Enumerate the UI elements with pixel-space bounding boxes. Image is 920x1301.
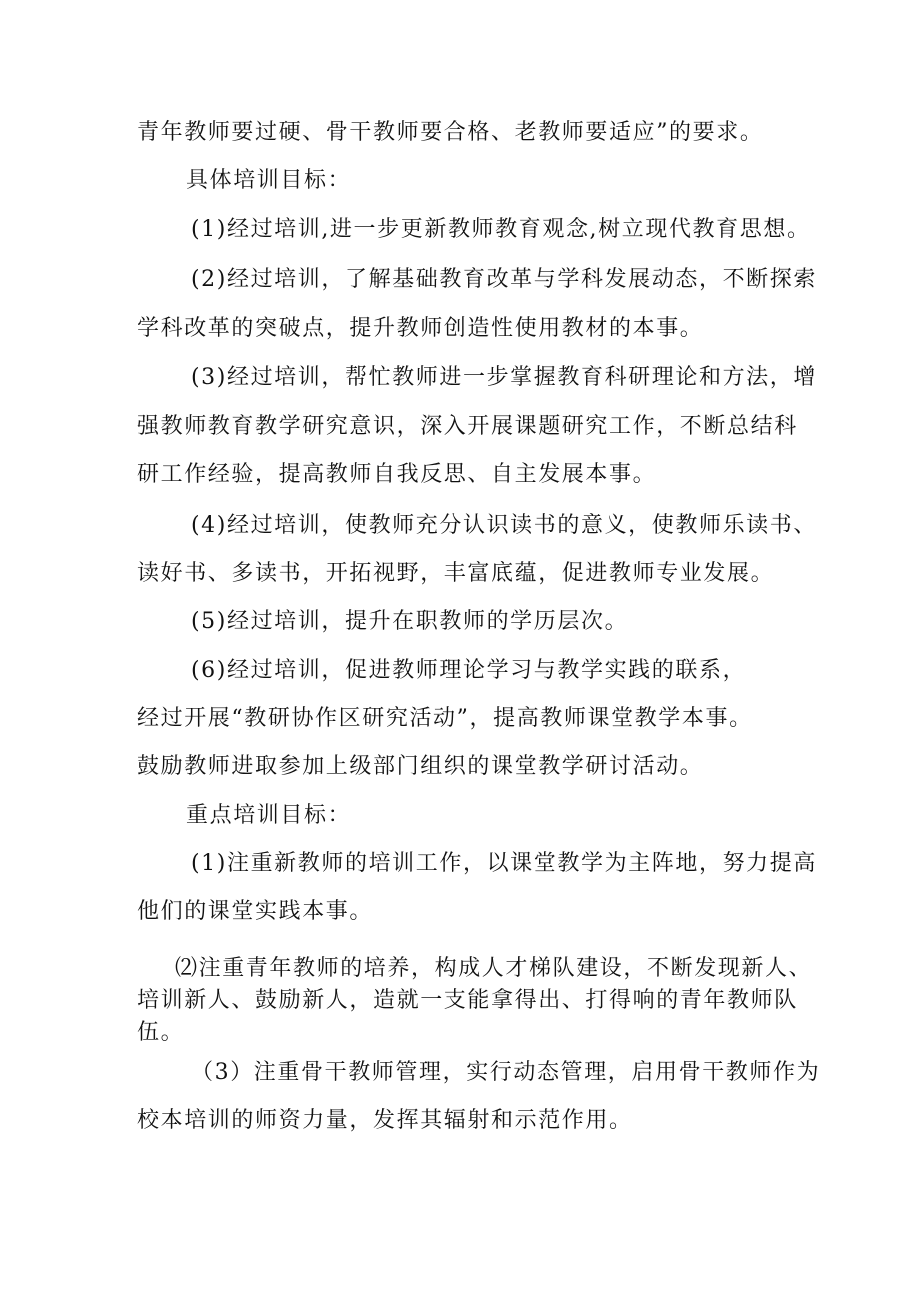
key-item-2-line-3: 伍。 [137, 1020, 185, 1045]
specific-item-2-line-1: (2)经过培训，了解基础教育改革与学科发展动态，不断探索 [191, 267, 817, 292]
specific-item-4-line-1: (4)经过培训，使教师充分认识读书的意义，使教师乐读书、 [191, 513, 817, 538]
key-item-1-line-2: 他们的课堂实践本事。 [137, 899, 374, 924]
specific-item-1-line-1: (1)经过培训,进一步更新教师教育观念,树立现代教育思想。 [191, 217, 811, 242]
specific-item-3-line-3: 研工作经验，提高教师自我反思、自主发展本事。 [137, 462, 657, 487]
specific-item-3-line-1: (3)经过培训，帮忙教师进一步掌握教育科研理论和方法，增 [191, 365, 817, 390]
key-item-1-line-1: (1)注重新教师的培训工作，以课堂教学为主阵地，努力提高 [191, 851, 817, 876]
specific-item-3-line-2: 强教师教育教学研究意识，深入开展课题研究工作，不断总结科 [137, 414, 798, 439]
specific-item-2-line-2: 学科改革的突破点，提升教师创造性使用教材的本事。 [137, 316, 704, 341]
paragraph-intro-tail: 青年教师要过硬、骨干教师要合格、老教师要适应”的要求。 [137, 120, 764, 145]
specific-item-6-line-1: (6)经过培训，促进教师理论学习与教学实践的联系， [191, 658, 747, 683]
specific-item-6-line-2: 经过开展“教研协作区研究活动”，提高教师课堂教学本事。 [137, 706, 753, 731]
key-item-3-line-1: （3）注重骨干教师管理，实行动态管理，启用骨干教师作为 [191, 1060, 821, 1085]
specific-goals-heading: 具体培训目标： [186, 168, 352, 193]
key-item-3-line-2: 校本培训的师资力量，发挥其辐射和示范作用。 [137, 1108, 633, 1133]
specific-item-4-line-2: 读好书、多读书，开拓视野，丰富底蕴，促进教师专业发展。 [137, 561, 775, 586]
specific-item-6-line-3: 鼓励教师进取参加上级部门组织的课堂教学研讨活动。 [137, 754, 704, 779]
key-goals-heading: 重点培训目标： [186, 803, 352, 828]
key-item-2-line-2: 培训新人、鼓励新人，造就一支能拿得出、打得响的青年教师队 [137, 988, 798, 1013]
key-item-2-line-1: ⑵注重青年教师的培养，构成人才梯队建设，不断发现新人、 [175, 956, 813, 981]
specific-item-5-line-1: (5)经过培训，提升在职教师的学历层次。 [191, 609, 629, 634]
